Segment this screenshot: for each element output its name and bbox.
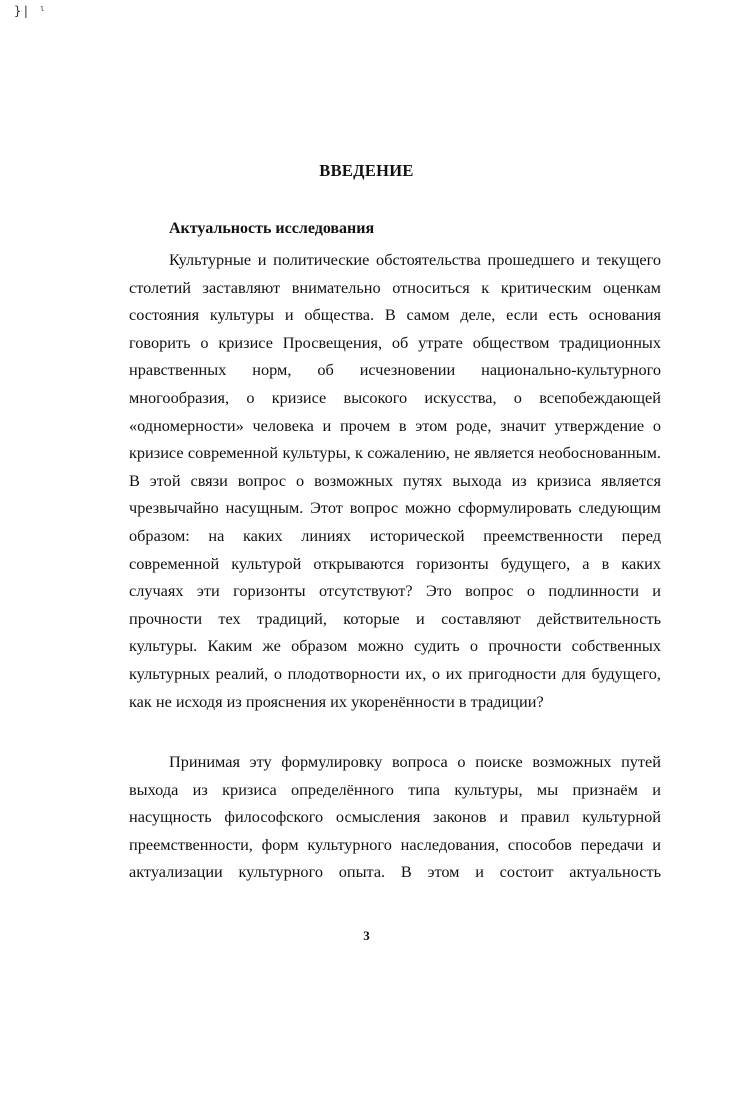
paragraph-2	[129, 748, 661, 886]
text-line: многообразия, о кризисе высокого искусства, о всепобеждающей	[129, 387, 661, 407]
section-heading: Актуальность исследования	[169, 220, 375, 237]
text-line: нравственных норм, об исчезновении национально-культурного	[129, 360, 661, 380]
text-line: насущность философского осмысления законов и правил культурной	[129, 807, 661, 827]
text-line: В этой связи вопрос о возможных путях выхода из кризиса является	[129, 470, 661, 490]
text-line: «одномерности» человека и прочем в этом роде, значит утверждение о	[129, 415, 661, 435]
paragraph-1	[129, 246, 661, 715]
text-line: современной культурой открываются горизонты будущего, а в каких	[129, 553, 661, 573]
text-line: преемственности, форм культурного наследования, способов передачи и	[129, 834, 661, 854]
text-line: прочности тех традиций, которые и составляют действительность	[129, 608, 661, 628]
text-line: Культурные и политические обстоятельства прошедшего и текущего	[169, 250, 661, 269]
text-line: как не исходя из прояснения их укоренённости в традиции?	[129, 691, 544, 711]
page-number: 3	[363, 928, 370, 943]
text-line: культурных реалий, о плодотворности их, о их пригодности для будущего,	[129, 663, 661, 683]
text-line: кризисе современной культуры, к сожалению, не является необоснованным.	[129, 443, 661, 463]
text-line: столетий заставляют внимательно относиться к критическим оценкам	[129, 277, 661, 297]
text-line: говорить о кризисе Просвещения, об утрате обществом традиционных	[129, 332, 661, 352]
text-line: случаях эти горизонты отсутствуют? Это вопрос о подлинности и	[129, 581, 661, 601]
text-line: чрезвычайно насущным. Этот вопрос можно сформулировать следующим	[129, 498, 661, 518]
text-line: Принимая эту формулировку вопроса о поиске возможных путей	[169, 752, 661, 771]
text-line: культуры. Каким же образом можно судить о прочности собственных	[129, 636, 661, 656]
text-line: актуализации культурного опыта. В этом и состоит актуальность	[129, 862, 661, 882]
scan-mark: }| ˡ	[14, 4, 47, 18]
page-title: ВВЕДЕНИЕ	[319, 161, 414, 181]
text-line: образом: на каких линиях исторической преемственности перед	[129, 525, 661, 545]
text-line: состояния культуры и общества. В самом деле, если есть основания	[129, 305, 661, 325]
text-line: выхода из кризиса определённого типа культуры, мы признаём и	[129, 779, 661, 799]
